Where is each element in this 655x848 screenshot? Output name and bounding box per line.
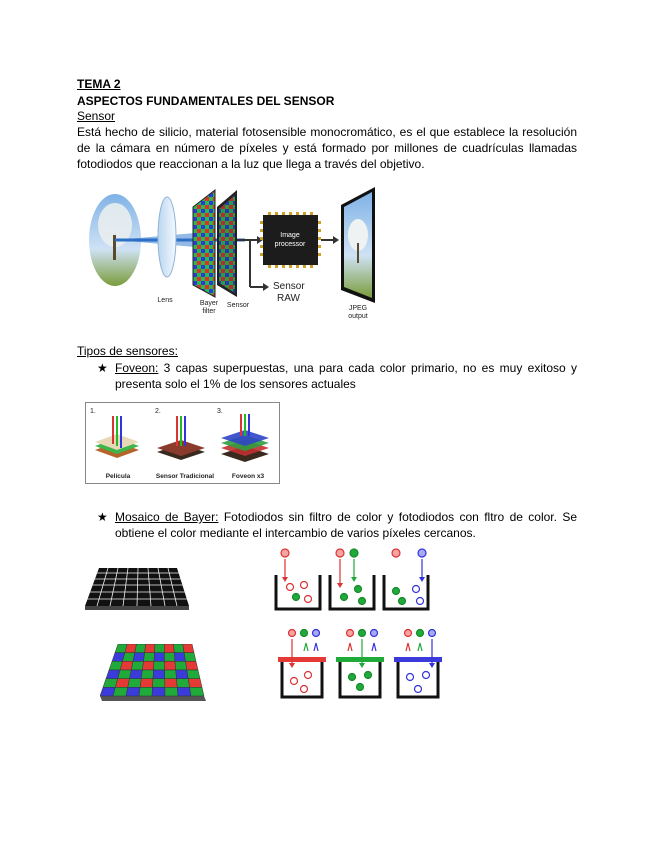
processor-label-2: processor bbox=[274, 241, 306, 248]
jpeg-label-2: output bbox=[348, 313, 368, 320]
bayer-cell bbox=[188, 679, 202, 688]
bayer-cell bbox=[164, 653, 175, 662]
bayer-cell bbox=[174, 653, 185, 662]
photodiode-wells-color-filter bbox=[270, 625, 445, 700]
bayer-cell bbox=[113, 687, 128, 696]
foveon-comparison-figure bbox=[85, 402, 280, 484]
bayer-cell bbox=[130, 670, 143, 679]
bayer-cell bbox=[135, 644, 146, 653]
bayer-cell bbox=[128, 679, 142, 688]
bayer-cell bbox=[123, 653, 135, 662]
bayer-cell bbox=[183, 644, 194, 653]
photodiode-wells-no-filter bbox=[270, 545, 440, 613]
bayer-filter-element bbox=[193, 190, 215, 297]
bayer-cell bbox=[175, 661, 187, 670]
section-heading: ASPECTOS FUNDAMENTALES DEL SENSOR bbox=[77, 94, 335, 108]
bayer-cell bbox=[144, 653, 155, 662]
raw-label-2: RAW bbox=[277, 293, 300, 304]
sensor-types-heading: Tipos de sensores: bbox=[77, 344, 178, 358]
bayer-text: Fotodiodos sin filtro de color y fotodiodos con fltro de color. Se obtiene el color mediante el intercambio de varios píxeles cercanos. bbox=[115, 510, 577, 540]
jpeg-output-image bbox=[341, 187, 375, 303]
bayer-cell bbox=[165, 670, 177, 679]
bayer-cell bbox=[142, 661, 154, 670]
bayer-cell bbox=[145, 644, 155, 653]
bayer-cell bbox=[115, 679, 129, 688]
foveon-text: 3 capas superpuestas, una para cada color primario, no es muy exitoso y presenta solo el 1% de los sensores actuales bbox=[115, 361, 577, 391]
image-processor-chip bbox=[260, 212, 321, 268]
bayer-cell bbox=[140, 679, 153, 688]
bayer-cell bbox=[155, 644, 165, 653]
bayer-term: Mosaico de Bayer: bbox=[115, 510, 219, 524]
lens-label: Lens bbox=[157, 297, 173, 304]
bayer-cell bbox=[133, 653, 145, 662]
lens-element bbox=[158, 197, 176, 277]
bayer-cell bbox=[187, 670, 200, 679]
foveon-term: Foveon: bbox=[115, 361, 159, 375]
jpeg-label-1: JPEG bbox=[348, 305, 368, 312]
camera-pipeline-diagram bbox=[85, 185, 395, 320]
bayer-cell bbox=[126, 687, 140, 696]
bayer-cell bbox=[190, 687, 204, 696]
bayer-cell bbox=[176, 670, 189, 679]
caption-pelicula: Película bbox=[105, 473, 131, 480]
star-bullet-icon: ★ bbox=[97, 510, 108, 524]
bayer-label-2: filter bbox=[202, 308, 216, 315]
figure-num-2: 2. bbox=[155, 408, 161, 415]
foveon-bullet bbox=[97, 360, 577, 392]
bayer-cell bbox=[164, 644, 174, 653]
bayer-cell bbox=[165, 679, 178, 688]
raw-label-1: Sensor bbox=[273, 281, 305, 292]
sensor-paragraph: Está hecho de silicio, material fotosensible monocromático, es el que establece la resolución de la cámara en número de píxeles y está formado por millones de cuadrículas llamadas fotodiodos que reaccionan a la luz que llega a través del objetivo. bbox=[77, 125, 577, 171]
star-bullet-icon: ★ bbox=[97, 361, 108, 375]
bayer-cell bbox=[186, 661, 199, 670]
bayer-cell bbox=[177, 679, 190, 688]
figure-num-1: 1. bbox=[90, 408, 96, 415]
bayer-cell bbox=[120, 661, 133, 670]
bayer-cell bbox=[139, 687, 153, 696]
bayer-cell bbox=[153, 670, 165, 679]
bayer-cell bbox=[141, 670, 153, 679]
bayer-label-1: Bayer bbox=[199, 300, 219, 307]
processor-label-1: Image bbox=[280, 232, 300, 239]
figure-num-3: 3. bbox=[217, 408, 223, 415]
bayer-mosaic-figure bbox=[100, 644, 210, 704]
bayer-cell bbox=[152, 687, 165, 696]
page-title: TEMA 2 bbox=[77, 77, 121, 91]
bayer-cell bbox=[131, 661, 143, 670]
bayer-cell bbox=[174, 644, 185, 653]
bayer-cell bbox=[154, 653, 165, 662]
bayer-cell bbox=[154, 661, 165, 670]
bayer-cell bbox=[165, 661, 176, 670]
bayer-cell bbox=[100, 687, 115, 696]
bayer-cell bbox=[165, 687, 178, 696]
sensor-label: Sensor bbox=[226, 302, 250, 309]
bayer-cell bbox=[177, 687, 191, 696]
bayer-cell bbox=[118, 670, 132, 679]
bayer-cell bbox=[153, 679, 165, 688]
caption-foveon-x3: Foveon x3 bbox=[231, 473, 265, 480]
caption-sensor-tradicional: Sensor Tradicional bbox=[155, 473, 215, 480]
bayer-cell bbox=[184, 653, 196, 662]
subsection-sensor: Sensor bbox=[77, 109, 116, 123]
photodiode-grid-figure bbox=[85, 568, 190, 610]
bayer-bullet bbox=[97, 509, 577, 541]
